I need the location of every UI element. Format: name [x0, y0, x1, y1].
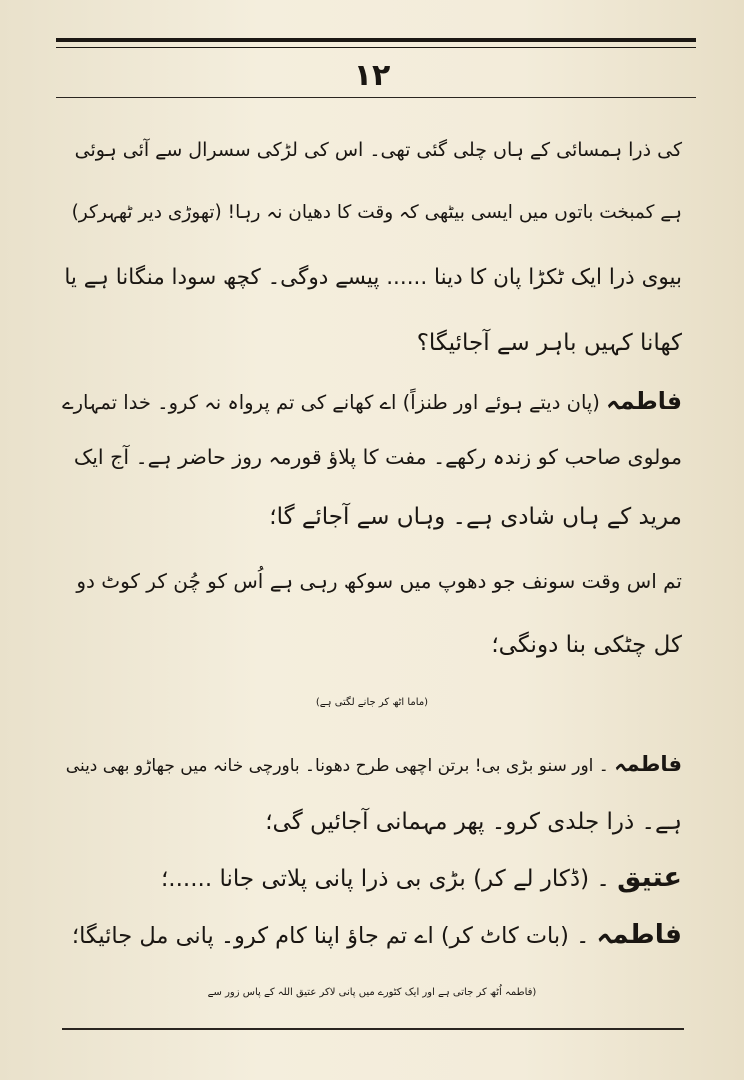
text-line-2: ہے کمبخت باتوں میں ایسی بیٹھی کہ وقت کا دھیان نہ رہا! (تھوڑی دیر ٹھہرکر) — [71, 202, 682, 223]
stage-direction-2: (فاطمہ اُٹھ کر جاتی ہے اور ایک کٹورے میں پانی لاکر عتیق اللہ کے پاس زور سے — [207, 987, 537, 998]
bottom-rule — [62, 1028, 684, 1030]
text-line-3: بیوی ذرا ایک ٹکڑا پان کا دینا ...... پیسے دوگی۔ کچھ سودا منگانا ہے یا — [64, 265, 682, 290]
page-number: ۱۲ — [353, 58, 391, 93]
dialogue-line-fatima-2 — [66, 744, 682, 786]
text-line-7: مرید کے ہاں شادی ہے۔ وہاں سے آجائے گا؛ — [269, 504, 682, 530]
top-rule-thin — [56, 47, 696, 48]
dialogue-line-fatima-1 — [62, 381, 682, 423]
dialogue-text: (پان دیتے ہوئے اور طنزاً) اے کھانے کی تم پرواہ نہ کرو۔ خدا تمہارے — [62, 391, 600, 414]
speaker-name: فاطمہ — [614, 752, 682, 776]
top-rule-thick — [56, 38, 696, 42]
text-line-11: ہے۔ ذرا جلدی کرو۔ پھر مہمانی آجائیں گی؛ — [265, 809, 682, 835]
text-line-1: کی ذرا ہمسائی کے ہاں چلی گئی تھی۔ اس کی لڑکی سسرال سے آئی ہوئی — [74, 139, 682, 161]
dialogue-text: ۔ (بات کاٹ کر) اے تم جاؤ اپنا کام کرو۔ پانی مل جائیگا؛ — [71, 923, 590, 949]
text-line-4: کھانا کہیں باہر سے آجائیگا؟ — [416, 330, 682, 356]
dialogue-text: ۔ اور سنو بڑی بی! برتن اچھی طرح دھونا۔ باورچی خانہ میں جھاڑو بھی دینی — [65, 756, 609, 776]
text-line-8: تم اس وقت سونف جو دھوپ میں سوکھ رہی ہے اُس کو چُن کر کوٹ دو — [76, 569, 682, 593]
speaker-name: عتیق — [617, 862, 682, 893]
dialogue-line-fatima-3 — [72, 915, 682, 956]
stage-direction-1: (ماما اٹھ کر جانے لگتی ہے) — [315, 697, 429, 708]
dialogue-text: ۔ (ڈکار لے کر) بڑی بی ذرا پانی پلاتی جانا ......؛ — [161, 866, 610, 892]
text-line-6: مولوی صاحب کو زندہ رکھے۔ مفت کا پلاؤ قورمہ روز حاضر ہے۔ آج ایک — [73, 445, 682, 469]
speaker-name: فاطمہ — [606, 387, 682, 415]
dialogue-line-atiq — [161, 858, 682, 899]
header-rule — [56, 97, 696, 98]
text-line-9: کل چٹکی بنا دونگی؛ — [491, 632, 682, 658]
speaker-name: فاطمہ — [596, 919, 682, 950]
